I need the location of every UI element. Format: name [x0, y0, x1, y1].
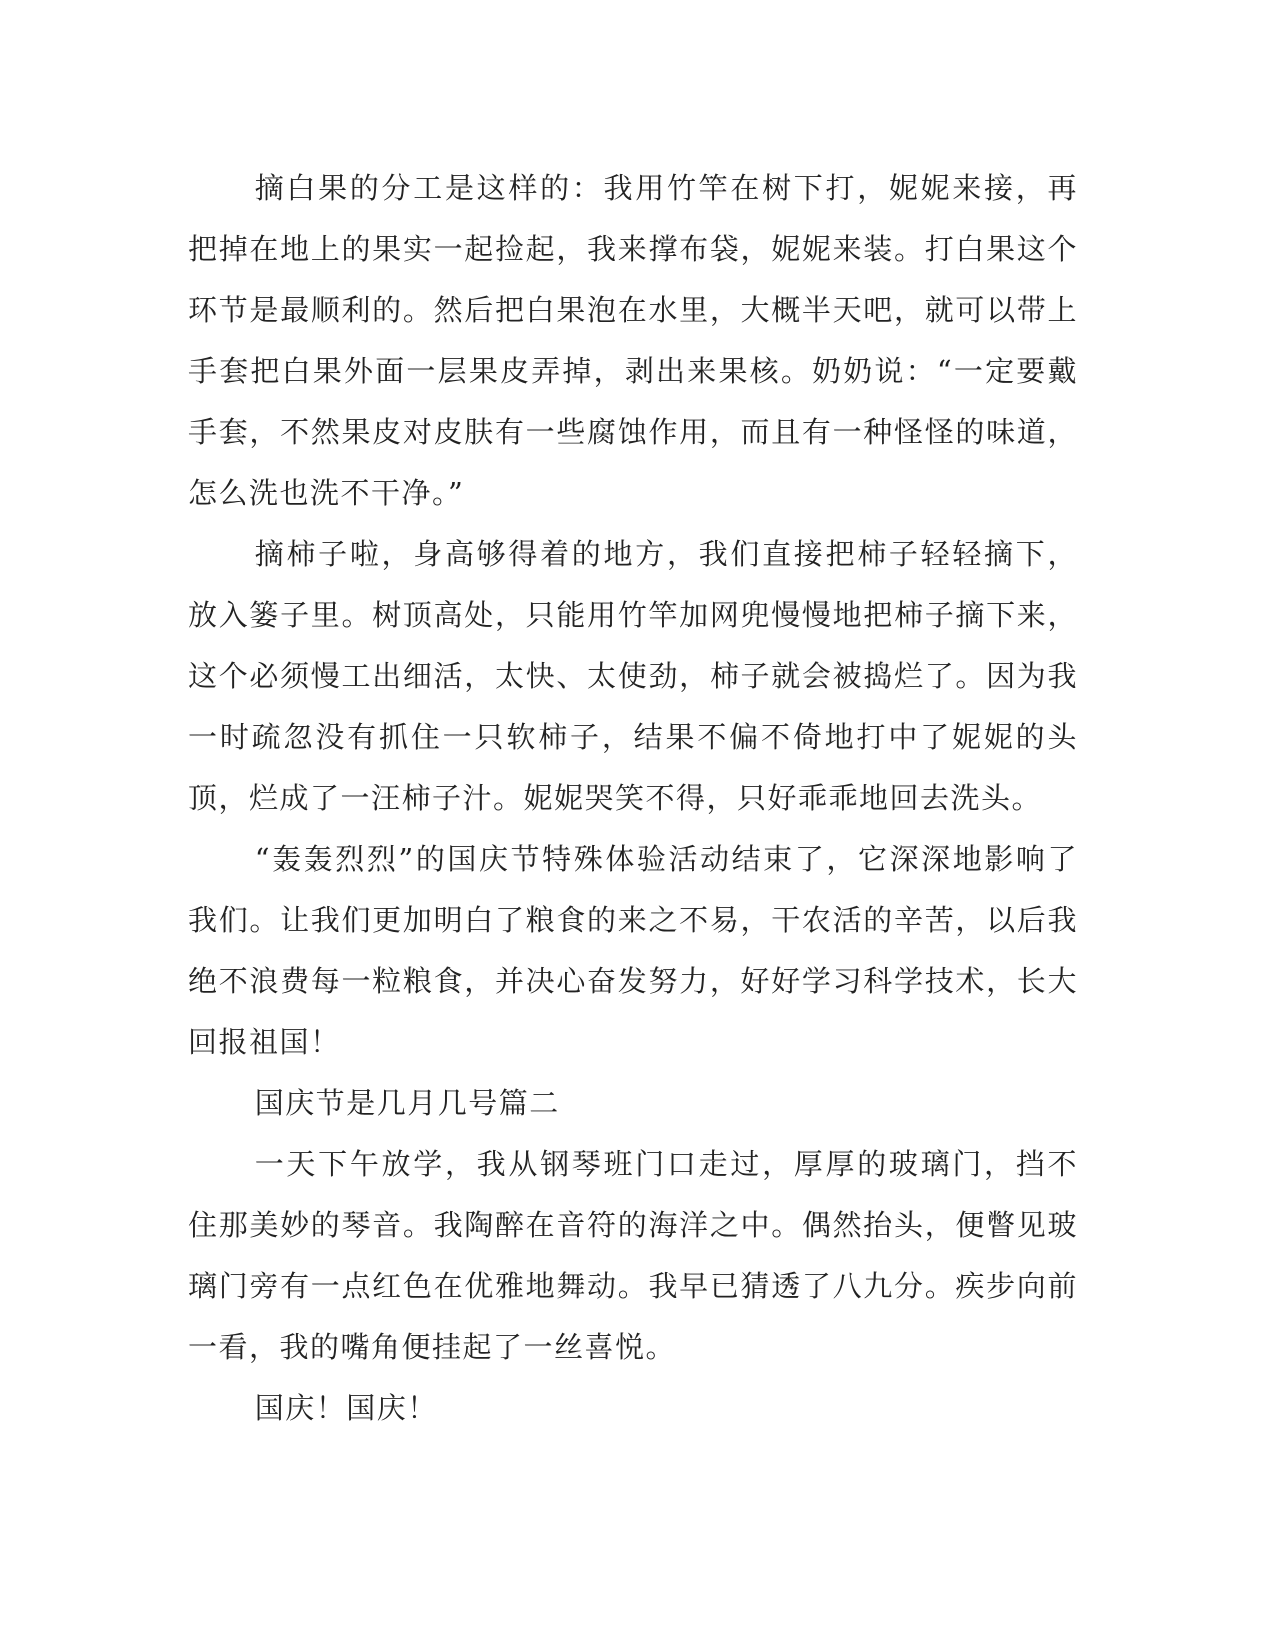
section-heading-part-two: 国庆节是几月几号篇二	[254, 1086, 560, 1120]
document-body	[188, 158, 1078, 1439]
paragraph-national-day-exclaim: 国庆！国庆！	[254, 1391, 438, 1425]
paragraph-ginkgo-picking: 摘白果的分工是这样的：我用竹竿在树下打，妮妮来接，再把掉在地上的果实一起捡起，我来撑布袋，妮妮来装。打白果这个环节是最顺利的。然后把白果泡在水里，大概半天吧，就可以带上手套把白果外面一层果皮弄掉，剥出来果核。奶奶说：“一定要戴手套，不然果皮对皮肤有一些腐蚀作用，而且有一种怪怪的味道，怎么洗也洗不干净。”	[188, 171, 1078, 510]
paragraph-piano-class: 一天下午放学，我从钢琴班门口走过，厚厚的玻璃门，挡不住那美妙的琴音。我陶醉在音符的海洋之中。偶然抬头，便瞥见玻璃门旁有一点红色在优雅地舞动。我早已猜透了八九分。疾步向前一看，我的嘴角便挂起了一丝喜悦。	[188, 1147, 1078, 1364]
paragraph-activity-conclusion: “轰轰烈烈”的国庆节特殊体验活动结束了，它深深地影响了我们。让我们更加明白了粮食的来之不易，干农活的辛苦，以后我绝不浪费每一粒粮食，并决心奋发努力，好好学习科学技术，长大回报祖国！	[188, 842, 1078, 1059]
paragraph-persimmon-picking: 摘柿子啦，身高够得着的地方，我们直接把柿子轻轻摘下，放入篓子里。树顶高处，只能用竹竿加网兜慢慢地把柿子摘下来，这个必须慢工出细活，太快、太使劲，柿子就会被捣烂了。因为我一时疏忽没有抓住一只软柿子，结果不偏不倚地打中了妮妮的头顶，烂成了一汪柿子汁。妮妮哭笑不得，只好乖乖地回去洗头。	[188, 537, 1078, 815]
